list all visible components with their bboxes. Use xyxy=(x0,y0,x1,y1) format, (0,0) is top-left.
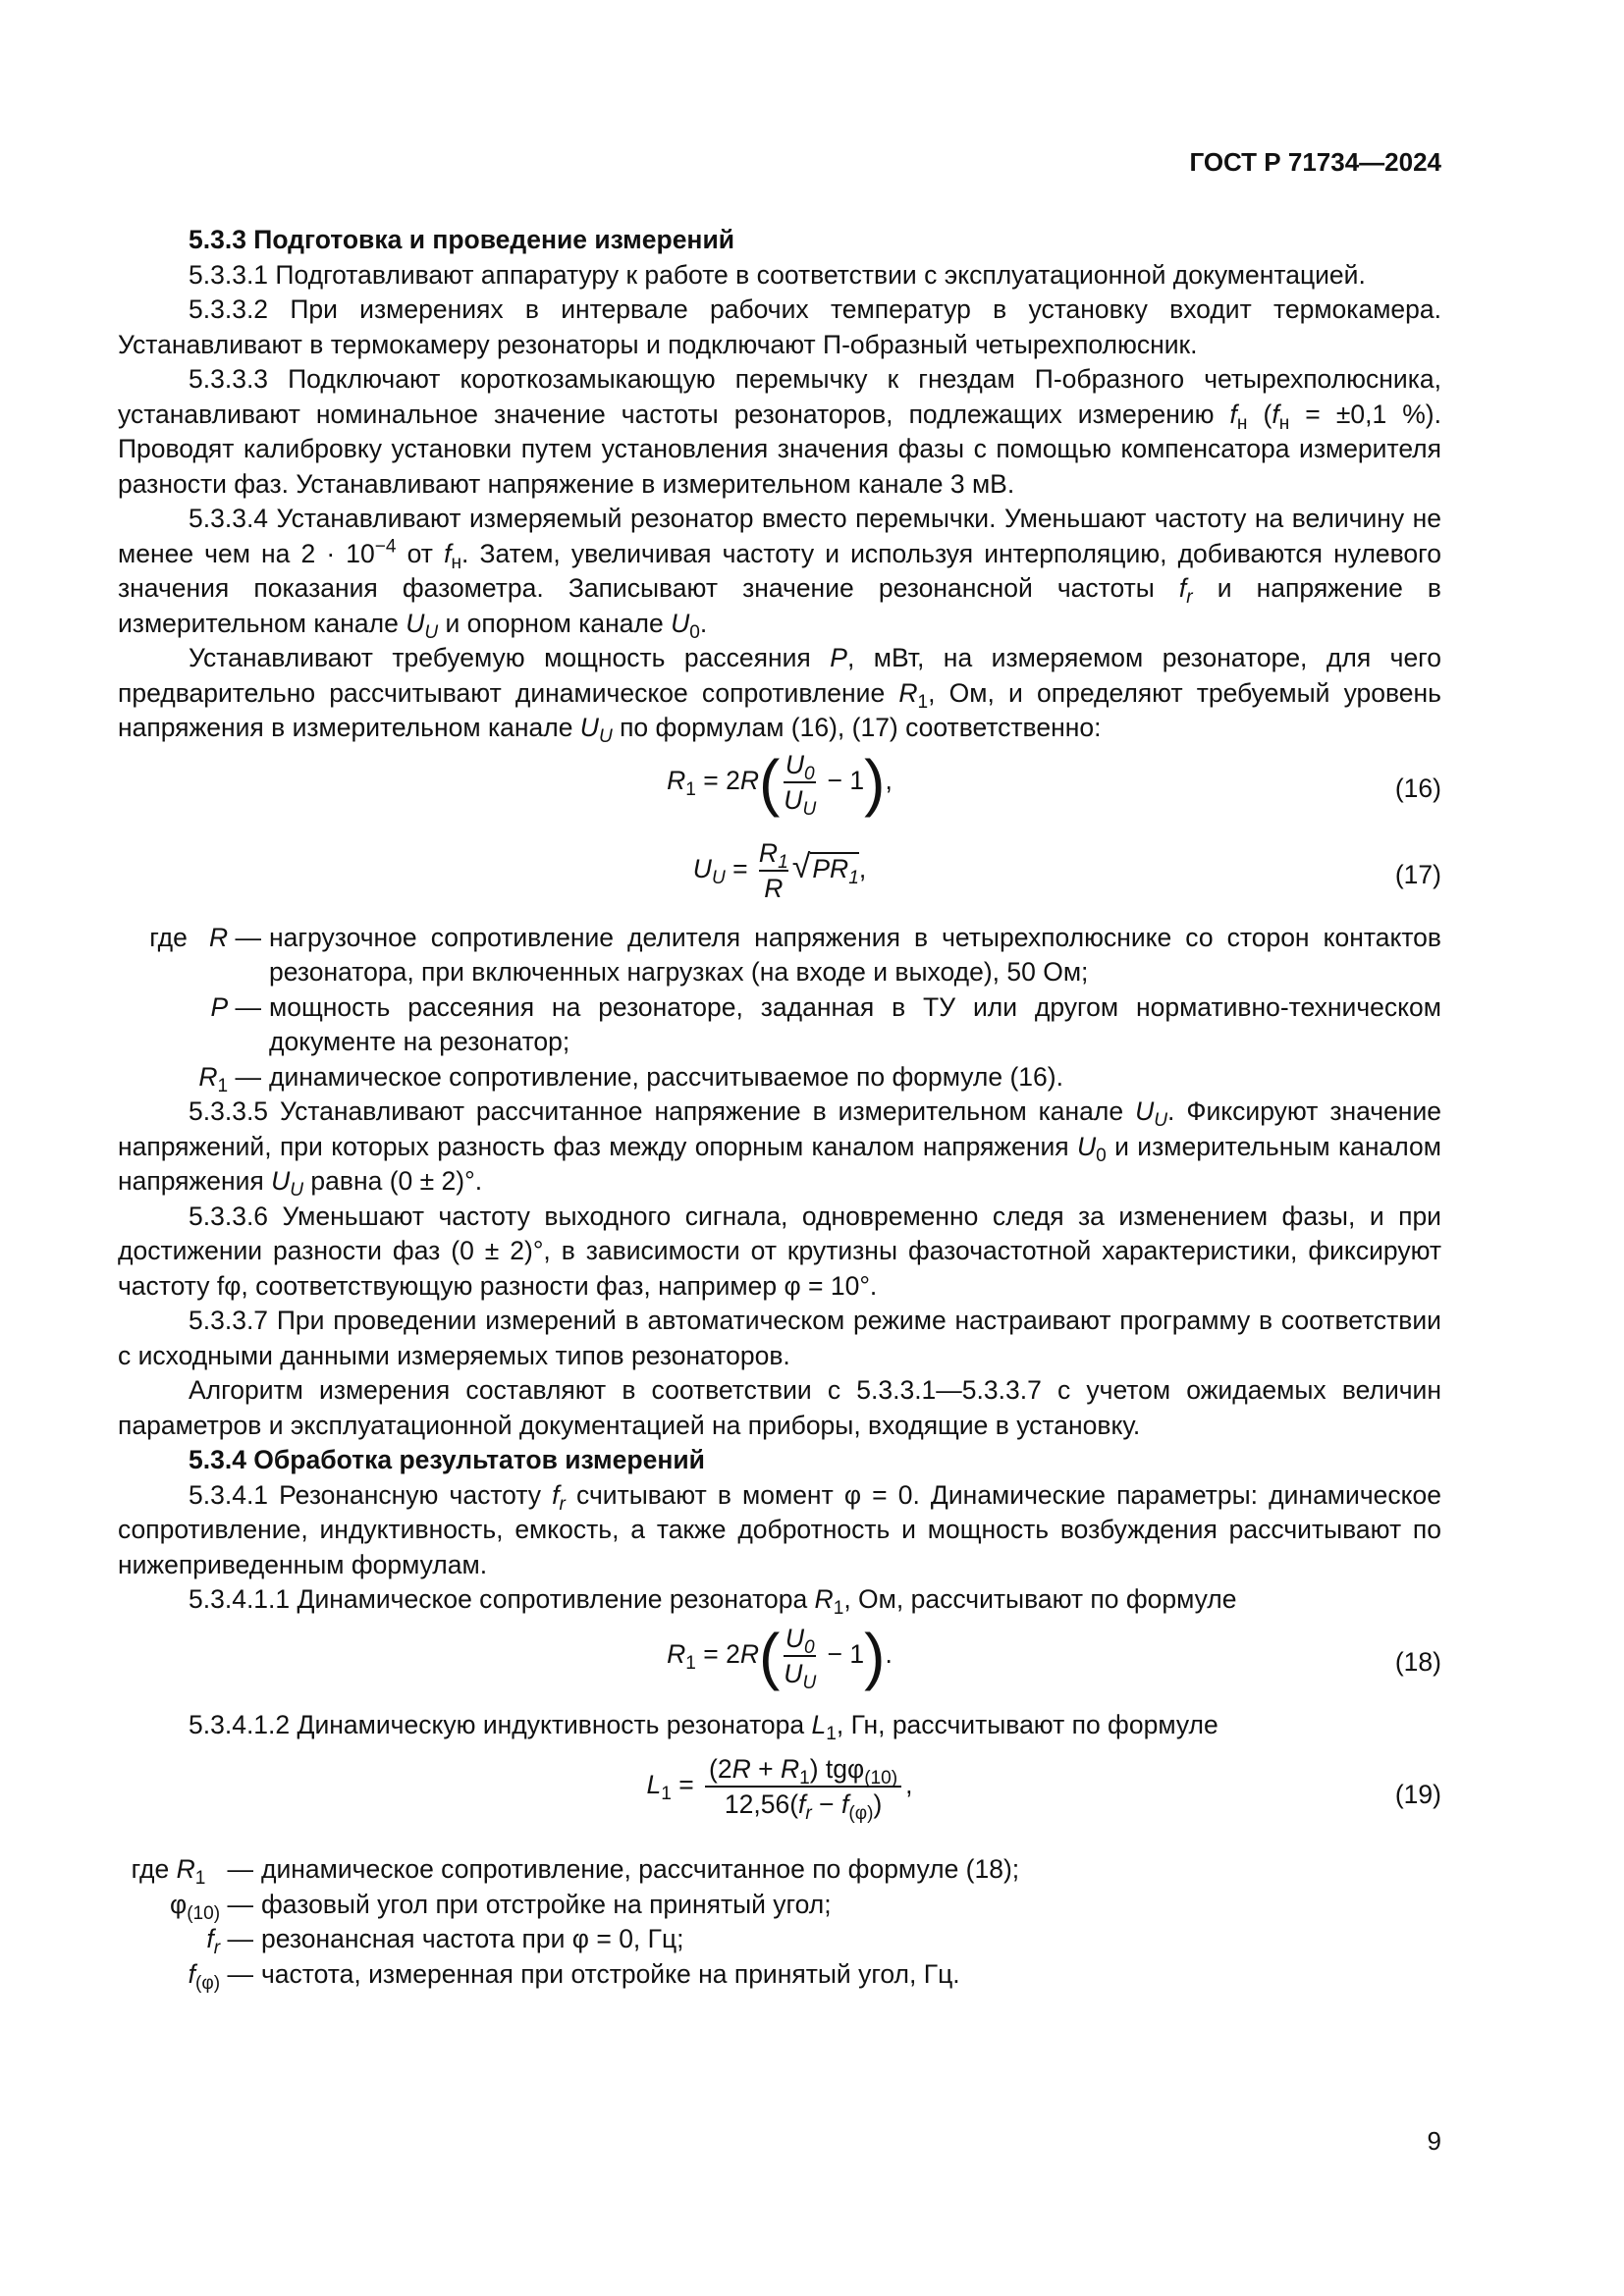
where-list-19: где $R_1$ — динамическое сопротивление, рассчитанное по формуле (18); $\varphi_{(10)}$ — фазовый угол при отстройке на принятый угол; $f_r$ — резонансная частота при φ = 0, Гц; $f_{(\varphi)}$ — частота, измеренная при отстройке на принятый угол, Гц. xyxy=(118,1852,1441,1992)
document-header: ГОСТ Р 71734—2024 xyxy=(1189,147,1441,177)
formula-17: $U_U$ = $\frac{R_1}{R}$ $√PR_1$, (17) xyxy=(692,837,1441,903)
formula-19: $L_1$ = $\frac{(2R + R_1) tg\varphi_{(10)}}{12,56(f_r - f_{(\varphi)})}$ , (19) xyxy=(646,1754,1441,1825)
formula-17-number: (17) xyxy=(1394,859,1441,889)
paragraph-5-3-3-7: 5.3.3.7 При проведении измерений в автоматическом режиме настраивают программу в соответствии с исходными данными измеряемых типов резонаторов. xyxy=(118,1306,1441,1370)
where19-item-phi: фазовый угол при отстройке на принятый угол; xyxy=(261,1889,832,1919)
page-number: 9 xyxy=(1427,2126,1441,2156)
where19-item-fphi: частота, измеренная при отстройке на принятый угол, Гц. xyxy=(261,1958,960,1989)
where19-item-r1: динамическое сопротивление, рассчитанное по формуле (18); xyxy=(261,1854,1020,1884)
where-item-r: нагрузочное сопротивление делителя напряжения в четырехполюснике со сторон контактов резонатора, при включенных нагрузках (на входе и выходе), 50 Ом; xyxy=(269,922,1441,987)
formula-18: $R_1 = 2R$( $\frac{U_0}{U_U}$ − 1). (18) xyxy=(667,1620,1441,1693)
formula-18-number: (18) xyxy=(1394,1646,1441,1677)
section-title-5-3-4: 5.3.4 Обработка результатов измерений xyxy=(189,1445,705,1474)
paragraph-5-3-4-1-1: 5.3.4.1.1 Динамическое сопротивление резонатора $R_1$, Ом, рассчитывают по формуле xyxy=(189,1584,1237,1620)
formula-16: $R_1 = 2R$( $\frac{U_0}{U_U}$ − 1), (16) xyxy=(667,746,1441,820)
paragraph-5-3-4-1-2: 5.3.4.1.2 Динамическую индуктивность резонатора $L_1$, Гн, рассчитывают по формуле xyxy=(189,1709,1218,1744)
paragraph-5-3-3-6: 5.3.3.6 Уменьшают частоту выходного сигнала, одновременно следя за изменением фазы, и при достижении разности фаз (0 ± 2)°, в зависимости от крутизны фазочастотной характеристики, фиксируют частоту fφ, соответствующую разности фаз, например φ = 10°. xyxy=(118,1201,1441,1301)
where-item-p: мощность рассеяния на резонаторе, заданная в ТУ или другом нормативно-техническом документе на резонатор; xyxy=(269,991,1441,1056)
section-title-5-3-3: 5.3.3 Подготовка и проведение измерений xyxy=(189,225,735,254)
paragraph-power: Устанавливают требуемую мощность рассеяния P, мВт, на измеряемом резонаторе, для чего предварительно рассчитывают динамическое сопротивление $R_1$, Ом, и определяют требуемый уровень напряжения в измерительном канале $U_U$ по формулам (16), (17) соответственно: xyxy=(118,643,1441,748)
paragraph-5-3-3-1: 5.3.3.1 Подготавливают аппаратуру к работе в соответствии с эксплуатационной документацией. xyxy=(189,259,1366,290)
paragraph-5-3-3-4: 5.3.3.4 Устанавливают измеряемый резонатор вместо перемычки. Уменьшают частоту на величину не менее чем на $2 \cdot 10^{-4}$ от $f_н$. Затем, увеличивая частоту и используя интерполяцию, добиваются нулевого значения показания фазометра. Записывают значение резонансной частоты $f_r$ и напряжение в измерительном канале $U_U$ и опорном канале $U_0$. xyxy=(118,504,1441,643)
paragraph-5-3-3-3: 5.3.3.3 Подключают короткозамыкающую перемычку к гнездам П-образного четырехполюсника, устанавливают номинальное значение частоты резонаторов, подлежащих измерению $f_н$ ($f_н = \pm 0,1$ %). Проводят калибровку установки путем установления значения фазы с помощью компенсатора измерителя разности фаз. Устанавливают напряжение в измерительном канале 3 мВ. xyxy=(118,364,1441,499)
page-content xyxy=(118,223,1441,1992)
paragraph-5-3-3-5: 5.3.3.5 Устанавливают рассчитанное напряжение в измерительном канале $U_U$. Фиксируют значение напряжений, при которых разность фаз между опорным каналом напряжения $U_0$ и измерительным каналом напряжения $U_U$ равна (0 ± 2)°. xyxy=(118,1096,1441,1201)
formula-19-number: (19) xyxy=(1394,1780,1441,1809)
paragraph-5-3-3-2: 5.3.3.2 При измерениях в интервале рабочих температур в установку входит термокамера. Устанавливают в термокамеру резонаторы и подключают П-образный четырехполюсник. xyxy=(118,294,1441,359)
formula-16-number: (16) xyxy=(1394,773,1441,803)
paragraph-5-3-4-1: 5.3.4.1 Резонансную частоту $f_r$ считывают в момент φ = 0. Динамические параметры: динамическое сопротивление, индуктивность, емкость, а также добротность и мощность возбуждения рассчитывают по нижеприведенным формулам. xyxy=(118,1479,1441,1579)
paragraph-algorithm: Алгоритм измерения составляют в соответствии с 5.3.3.1—5.3.3.7 с учетом ожидаемых величин параметров и эксплуатационной документацией на приборы, входящие в установку. xyxy=(118,1375,1441,1440)
where-item-r1: динамическое сопротивление, рассчитываемое по формуле (16). xyxy=(269,1061,1063,1092)
where-list-16-17: где R — нагрузочное сопротивление делителя напряжения в четырехполюснике со сторон контактов резонатора, при включенных нагрузках (на входе и выходе), 50 Ом; P — мощность рассеяния на резонаторе, заданная в ТУ или другом нормативно-техническом документе на резонатор; $R_1$ — динамическое сопротивление, рассчитываемое по формуле (16). xyxy=(149,922,1441,1096)
where19-item-fr: резонансная частота при φ = 0, Гц; xyxy=(261,1924,684,1953)
